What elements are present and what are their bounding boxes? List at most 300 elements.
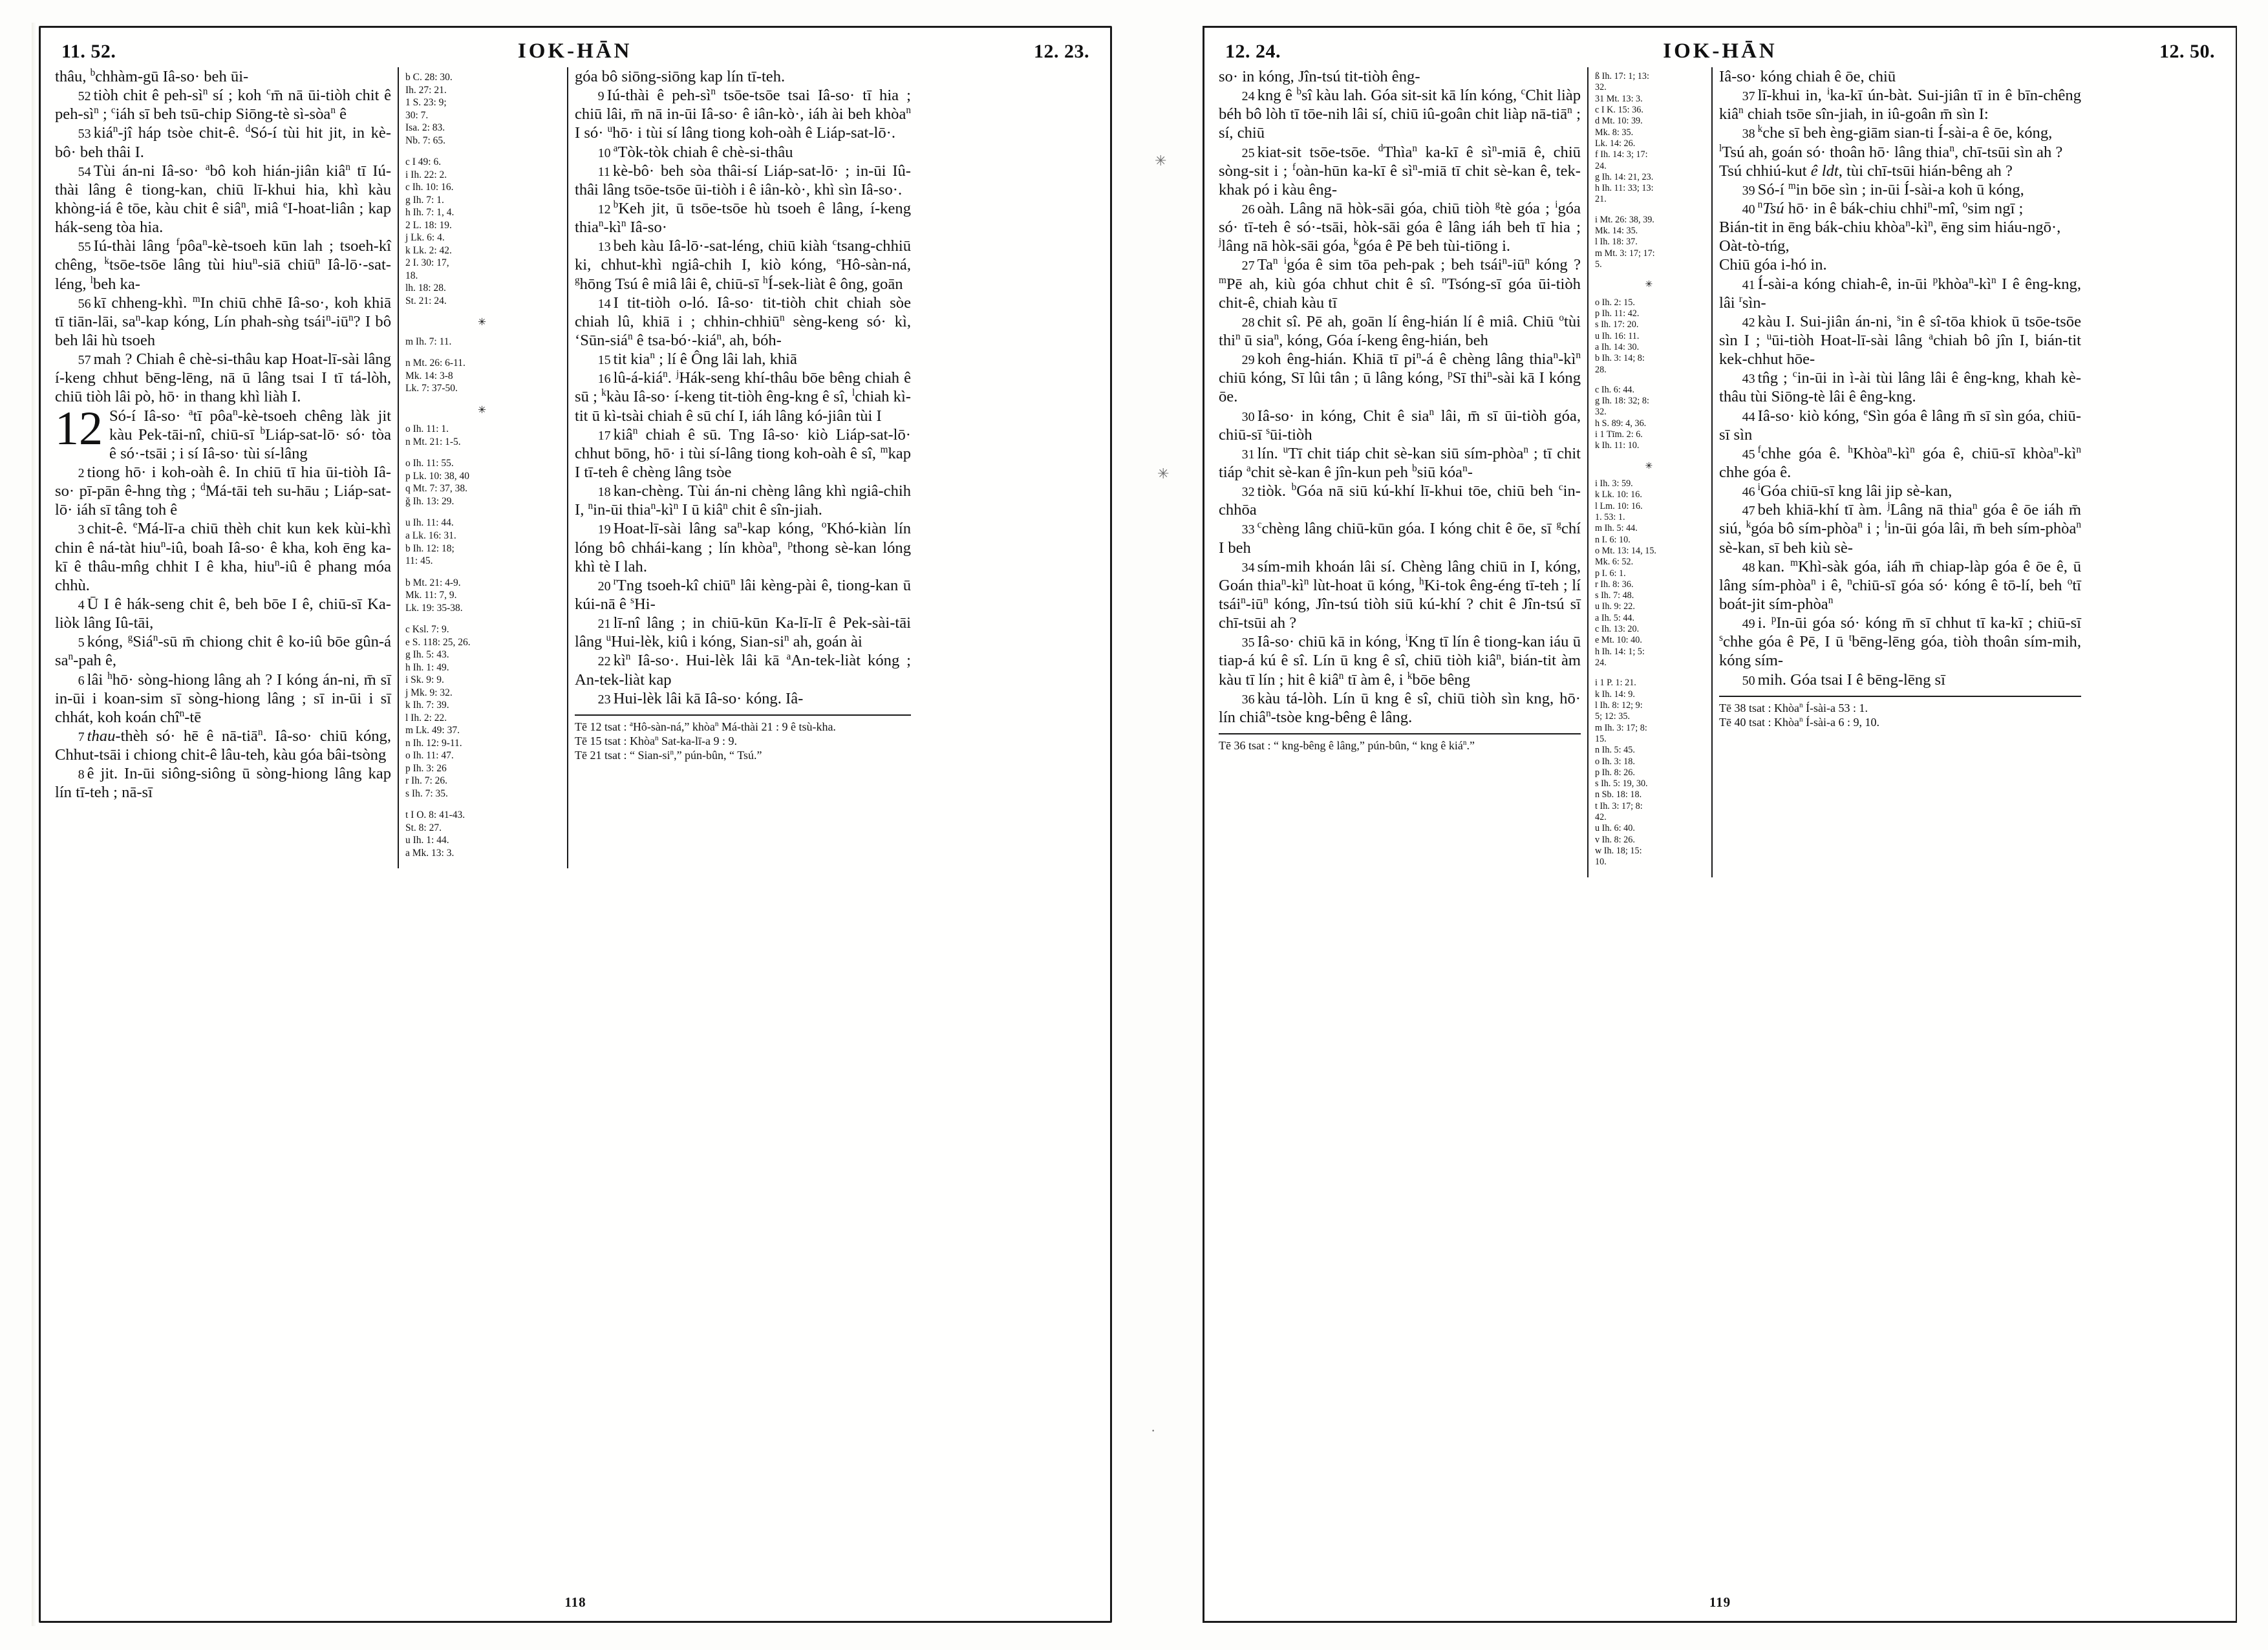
verse-number: 9 bbox=[597, 89, 604, 104]
verse bbox=[575, 689, 911, 708]
verse-text: $^r$Tng tsoeh-kî chiū$^n$ lâi kèng-pài ê, tiong-kan ū kúi-nā ê $^s$Hi- bbox=[575, 575, 911, 613]
verse bbox=[55, 162, 391, 237]
reference-line: Ih. 27: 21. bbox=[405, 84, 447, 96]
reference-group bbox=[1595, 215, 1705, 271]
reference-line: 42. bbox=[1595, 812, 1607, 823]
verse-text: mah ? Chiah ê chè-si-thâu kap Hoat-lī-sài lâng í-keng chhut bēng-lēng, nā ū lâng tsai I tī tá-lòh, chiū tiòh lâi pò, hō· in thang khì liàh I. bbox=[55, 350, 391, 406]
verse-text: Í-sài-a kóng chiah-ê, in-ūi $^pkhòa^n-kì^n$ I ê êng-kng, lâi $^r$sìn- bbox=[1719, 274, 2081, 312]
reference-line: 1. 53: 1. bbox=[1595, 511, 1625, 522]
reference-line: t Ih. 3: 17; 8: bbox=[1595, 800, 1643, 811]
reference-line: h Ih. 11: 33; 13: bbox=[1595, 183, 1654, 194]
verse bbox=[1219, 407, 1581, 444]
verse bbox=[55, 727, 391, 764]
verse-number: 10 bbox=[597, 145, 611, 160]
reference-line: Mk. 14: 35. bbox=[1595, 226, 1638, 237]
verse-text: tn̂g ; $^c$in-ūi in ì-ài tùi lâng lâi ê êng-kng, khah kè-thâu tùi Siōng-tè lâi ê êng-kng. bbox=[1719, 369, 2081, 406]
reference-line: Lk. 14: 26. bbox=[1595, 138, 1636, 149]
verse-number: 8 bbox=[78, 767, 85, 782]
reference-line: s Ih. 5: 19, 30. bbox=[1595, 778, 1648, 789]
reference-line: 30: 7. bbox=[405, 109, 429, 121]
reference-line: l Ih. 18: 37. bbox=[1595, 237, 1638, 248]
verse bbox=[55, 519, 391, 595]
verse bbox=[1719, 218, 2081, 237]
reference-line: Lk. 19: 35-38. bbox=[405, 602, 463, 614]
verse bbox=[575, 576, 911, 614]
reference-separator: ✳ bbox=[1645, 279, 1655, 290]
verse bbox=[1719, 500, 2081, 557]
reference-line: o Ih. 11: 55. bbox=[405, 458, 454, 469]
verse-text: oàh. Lâng nā hòk-sāi góa, chiū tiòh $^g$tè góa ; $^i$góa só· tī-teh ê só·-tsāi, hòk-sāi góa ê lâng iáh beh tī hia ; $^j$lâng nā hòk-sāi góa, $^k$góa ê Pē beh tùi-tiōng i. bbox=[1219, 198, 1581, 255]
reference-line: c Ksl. 7: 9. bbox=[405, 624, 449, 636]
verse bbox=[1219, 86, 1581, 142]
reference-line: 15. bbox=[1595, 733, 1607, 744]
reference-group bbox=[1595, 297, 1705, 376]
reference-line: 10. bbox=[1595, 857, 1607, 868]
verse bbox=[55, 670, 391, 727]
reference-line: i 1 Tīm. 2: 6. bbox=[1595, 429, 1643, 440]
verse bbox=[575, 614, 911, 651]
right-page bbox=[1203, 26, 2237, 1623]
verse-number: 42 bbox=[1742, 315, 1755, 330]
reference-line: m Ih. 5: 44. bbox=[1595, 523, 1638, 534]
reference-group bbox=[1595, 71, 1705, 206]
verse bbox=[575, 237, 911, 293]
verse-text: Iú-thài lâng $^f$pôa$^n$-kè-tsoeh kūn lah ; tsoeh-kî chêng, $^k$tsōe-tsōe lâng tùi hiu$^n$-siā chiū$^n$ Iâ-lō·-sat-léng, $^l$beh ka- bbox=[55, 237, 391, 293]
verse-number: 26 bbox=[1241, 202, 1255, 217]
reference-line: a Mk. 13: 3. bbox=[405, 847, 455, 859]
reference-line: l Ih. 8: 12; 9: bbox=[1595, 700, 1643, 711]
reference-group bbox=[405, 457, 561, 508]
reference-line: 18. bbox=[405, 270, 418, 281]
verse-text: kiá$^n$-jî háp tsòe chit-ê. $^d$Só-í tùi hit jit, in kè-bô· beh thâi I. bbox=[55, 123, 391, 161]
reference-line: p I. 6: 1. bbox=[1595, 568, 1626, 579]
footnote-line: Tē 38 tsat : Khòa$^n$ Í-sài-a 53 : 1. bbox=[1719, 701, 1868, 714]
verse-text: Tsú chhiú-kut ê ldt, tùi chī-tsūi hián-bêng ah ? bbox=[1719, 162, 2013, 180]
reference-line: a Lk. 16: 31. bbox=[405, 530, 456, 541]
reference-line: k Ih. 14: 9. bbox=[1595, 689, 1635, 700]
reference-line: i Sk. 9: 9. bbox=[405, 674, 444, 686]
left-column-2 bbox=[575, 67, 911, 868]
verse bbox=[575, 482, 911, 519]
verse-text: Tùi án-ni Iâ-so· $^a$bô koh hián-jiân kiâ$^n$ tī Iú-thài lâng ê tiong-kan, chiū lī-khui hia, khì kàu khòng-iá ê tōe, kàu chit ê siâ$^n$, miâ $^e$I-hoat-liân ; kap hák-seng tòa hia. bbox=[55, 161, 392, 237]
verse-text: thau-thèh só· hē ê nā-tiā$^n$. Iâ-so· chiū kóng, Chhut-tsāi i chiong chit-ê lâu-teh, kàu góa bâi-tsòng bbox=[55, 726, 391, 764]
verse bbox=[575, 143, 911, 162]
right-page-folio: 119 bbox=[1709, 1594, 1731, 1610]
verse bbox=[55, 764, 391, 802]
reference-line: k Ih. 11: 10. bbox=[1595, 440, 1640, 451]
verse bbox=[575, 425, 911, 482]
verse-number: 31 bbox=[1241, 447, 1255, 462]
verse-text: kóng, $^g$Siá$^n$-sū m̄ chiong chit ê ko-iû bōe gûn-á $sa^n$-pah ê, bbox=[55, 632, 391, 670]
reference-line: Isa. 2: 83. bbox=[405, 122, 445, 134]
verse bbox=[1719, 312, 2081, 369]
reference-line: 31 Mt. 13: 3. bbox=[1595, 93, 1643, 104]
verse-text: Só-í $^m$in bōe sìn ; in-ūi Í-sài-a koh ū kóng, bbox=[1757, 180, 2024, 198]
reference-line: g Ih. 18: 32; 8: bbox=[1595, 396, 1649, 407]
reference-line: g Ih. 7: 1. bbox=[405, 194, 444, 206]
reference-line: o Ih. 3: 18. bbox=[1595, 756, 1635, 767]
reference-line: n Ih. 5: 45. bbox=[1595, 745, 1635, 756]
verse-text: tiòh chit ê peh-$sì^n$ sí ; koh $^c$m̄ nā ūi-tiòh chit ê peh-$sì^n$ ; $^c$iáh sī beh tsū-chip Siōng-tè sì-sòa$^n$ ê bbox=[55, 85, 391, 123]
verse bbox=[1719, 123, 2081, 142]
verse bbox=[1219, 557, 1581, 633]
verse-number: 48 bbox=[1742, 560, 1755, 575]
verse-text: chit-ê. $^e$Má-lī-a chiū thèh chit kun kek kùi-khì chin ê ná-tàt hiu$^n$-iû, boah Iâ-so· ê kha, koh ēng ka-kī ê thâu-mn̂g chhit I ê kha, hiu$^n$-iû ê phang móa chhù. bbox=[55, 519, 391, 594]
reference-line: i Mt. 26: 38, 39. bbox=[1595, 214, 1654, 225]
reference-line: b Mt. 21: 4-9. bbox=[405, 577, 461, 588]
left-page-folio: 118 bbox=[564, 1594, 586, 1610]
reference-line: 32. bbox=[1595, 407, 1607, 418]
verse-text: $^n$Tsú hō· in ê bák-chiu chhi$^n$-mî, $^o$sim ngī ; bbox=[1757, 198, 2024, 217]
footnote-line: Tē 15 tsat : Khòa$^n$ Sat-ka-lī-a 9 : 9. bbox=[575, 734, 738, 748]
verse-text: $^i$Góa chiū-sī kng lâi jip sè-kan, bbox=[1757, 481, 1952, 500]
verse bbox=[575, 294, 911, 350]
verse-text: lû-á-kiá$^n$. $^j$Hák-seng khí-thâu bōe bêng chiah ê sū ; $^k$kàu Iâ-so· í-keng tit-tiòh êng-kng ê sî, $^l$chiah kì-tit ū kì-tsài chiah ê sū chí I, iáh lâng kó-jiân tùi I bbox=[575, 369, 911, 425]
verse-number: 17 bbox=[597, 428, 611, 443]
right-page-columns bbox=[1219, 67, 2221, 877]
reference-group bbox=[405, 71, 561, 147]
reference-line: g Ih. 5: 43. bbox=[405, 649, 449, 661]
reference-line: 24. bbox=[1595, 658, 1607, 668]
reference-separator: ✳ bbox=[478, 317, 488, 328]
reference-line: a Ih. 5: 44. bbox=[1595, 612, 1635, 623]
verse bbox=[1719, 670, 2081, 689]
verse bbox=[1719, 199, 2081, 218]
reference-line: p Ih. 8: 26. bbox=[1595, 767, 1635, 778]
reference-line: k Lk. 10: 16. bbox=[1595, 489, 1642, 500]
left-head-verse-start: 11. 52. bbox=[61, 41, 116, 62]
reference-line: c Ih. 10: 16. bbox=[405, 182, 454, 193]
verse-number: 15 bbox=[597, 353, 611, 368]
reference-line: m Lk. 49: 37. bbox=[405, 725, 460, 736]
right-column-2 bbox=[1719, 67, 2081, 877]
verse-text: tit kia$^n$ ; lí ê Ông lâi lah, khiā bbox=[613, 349, 797, 369]
verse-number: 5 bbox=[78, 636, 85, 650]
verse-number: 12 bbox=[597, 202, 611, 217]
reference-line: 5. bbox=[1595, 259, 1602, 270]
verse-text: so· in kóng, Jîn-tsú tit-tiòh êng- bbox=[1219, 68, 1420, 85]
verse-text: kiat-sit tsōe-tsōe. $^d$Thìa$^n$ ka-kī ê $sì^n$-miā ê, chiū sòng-sit i ; $^f$oàn-hūn ka-kī ê $sì^n$-miā tī chit sè-kan ê, tek-khak pó i kàu êng- bbox=[1219, 142, 1581, 198]
verse-number: 55 bbox=[78, 240, 91, 255]
verse-text: $^l$Tsú ah, goán só· thoân hō· lâng thia$^n$, chī-tsūi sìn ah ? bbox=[1719, 142, 2063, 161]
verse bbox=[575, 519, 911, 575]
verse bbox=[1719, 482, 2081, 500]
column-divider bbox=[1711, 67, 1713, 877]
verse-number: 49 bbox=[1742, 617, 1755, 632]
reference-line: u Ih. 1: 44. bbox=[405, 835, 449, 846]
verse-text: $^c$chèng lâng chiū-kūn góa. I kóng chit ê ōe, sī $^g$chí I beh bbox=[1219, 519, 1581, 557]
verse-text: kè-bô· beh sòa thâi-sí Liáp-sat-lō· ; in-ūi Iû-thâi lâng tsōe-tsōe ūi-tiòh i ê iân-kò·, khì sìn Iâ-so·. bbox=[575, 162, 911, 198]
reference-group bbox=[405, 517, 561, 567]
reference-line: h Ih. 1: 49. bbox=[405, 661, 449, 673]
reference-line: k Lk. 2: 42. bbox=[405, 244, 452, 256]
right-running-head bbox=[1219, 39, 2221, 67]
verse-text: lâi $^h$hō· sòng-hiong lâng ah ? I kóng án-ni, m̄ sī in-ūi i koan-sim sī sòng-hiong lâng ; sī in-ūi i sī chhát, koh koán chî$^n$-tē bbox=[55, 670, 392, 726]
reference-line: St. 8: 27. bbox=[405, 822, 442, 833]
verse-text: $^k$che sī beh èng-giām sian-ti Í-sài-a ê ōe, kóng, bbox=[1757, 123, 2053, 142]
verse-number: 40 bbox=[1742, 202, 1755, 217]
left-head-book-title: IOK-HĀN bbox=[517, 39, 632, 63]
verse-text: lī-nî lâng ; in chiū-kūn Ka-lī-lī ê Pek-sài-tāi lâng $^u$Hui-lèk, kiû i kóng, Sian-$si^n$ ah, goán ài bbox=[575, 614, 911, 651]
verse-text: góa bô siōng-siōng kap lín tī-teh. bbox=[575, 68, 786, 85]
verse-number: 3 bbox=[78, 522, 85, 537]
reference-line: c Ih. 6: 44. bbox=[1595, 384, 1635, 395]
verse-number: 33 bbox=[1241, 522, 1255, 537]
footnote-line: Tē 12 tsat : $^a$Hô-sàn-ná,” khòa$^n$ Má-thài 21 : 9 ê tsù-kha. bbox=[575, 720, 836, 733]
reference-line: 2 L. 18: 19. bbox=[405, 219, 452, 231]
reference-line: c I 49: 6. bbox=[405, 156, 442, 168]
reference-line: b C. 28: 30. bbox=[405, 72, 453, 83]
verse-text: Chiū góa i-hó in. bbox=[1719, 256, 1827, 274]
reference-line: o Mt. 13: 14, 15. bbox=[1595, 545, 1656, 556]
reference-line: lh. 18: 28. bbox=[405, 283, 446, 294]
reference-line: u Ih. 6: 40. bbox=[1595, 823, 1635, 834]
reference-group bbox=[405, 623, 561, 800]
column-divider bbox=[1587, 67, 1589, 877]
verse bbox=[575, 162, 911, 199]
right-column-1 bbox=[1219, 67, 1581, 877]
reference-line: h Ih. 14: 1; 5: bbox=[1595, 646, 1645, 657]
verse-number: 27 bbox=[1241, 259, 1255, 273]
verse-text: thâu, $^b$chhàm-gū Iâ-so· beh ūi- bbox=[55, 67, 249, 85]
reference-line: o Ih. 11: 47. bbox=[405, 750, 454, 762]
reference-line: m Ih. 7: 11. bbox=[405, 336, 452, 347]
scan-smudge-3: · bbox=[1151, 1422, 1156, 1439]
verse bbox=[575, 86, 911, 142]
footnote-line: Tē 21 tsat : “ Sian-$si^n$,” pún-bûn, “ Tsú.” bbox=[575, 749, 762, 762]
chapter-opening bbox=[55, 402, 392, 802]
verse bbox=[1719, 180, 2081, 199]
verse bbox=[1719, 275, 2081, 312]
reference-line: Mk. 14: 3-8 bbox=[405, 370, 453, 381]
reference-line: l Lm. 10: 16. bbox=[1595, 500, 1643, 511]
verse bbox=[55, 632, 391, 670]
verse-number: 6 bbox=[78, 673, 85, 688]
verse-text: Iâ-so· kiò kóng, $^e$Sìn góa ê lâng m̄ sī sìn góa, chiū-sī sìn bbox=[1719, 406, 2081, 444]
reference-line: d Mt. 10: 39. bbox=[1595, 116, 1643, 127]
verse bbox=[55, 294, 391, 350]
verse-number: 19 bbox=[597, 522, 611, 537]
verse-text: kàu I. Sui-jiân án-ni, $^s$in ê sî-tōa khiok ū tsōe-tsōe sìn I ; $^u$ūi-tiòh Hoat-lī-sài lâng $^a$chiah bô jîn I, bián-tit kek-chhut hōe- bbox=[1719, 312, 2082, 369]
reference-group bbox=[1595, 385, 1705, 452]
left-head-verse-end: 12. 23. bbox=[1033, 41, 1089, 62]
verse bbox=[1719, 67, 2081, 86]
verse-text: lín. $^u$Tī chit tiáp chit sè-kan siū sím-phòa$^n$ ; tī chit tiáp $^a$chit sè-kan ê jîn-kun peh $^b$siū kóa$^n$- bbox=[1219, 444, 1581, 481]
right-reference-column bbox=[1595, 67, 1705, 877]
verse-number: 47 bbox=[1742, 504, 1755, 519]
left-running-head bbox=[55, 39, 1096, 67]
reference-line: o Ih. 11: 1. bbox=[405, 423, 449, 435]
verse-text: mih. Góa tsai I ê bēng-lēng sī bbox=[1757, 670, 1945, 689]
scan-smudge-1: ✳ bbox=[1155, 153, 1167, 169]
verse-text: Hoat-lī-sài lâng $sa^n$-kap kóng, $^o$Khó-kiàn lín lóng bô chhái-kang ; lín khòa$^n$, $^p$thong sè-kan lóng khì tè I lah. bbox=[575, 519, 912, 575]
verse-text: Ta$^n$ $^i$góa ê sim tōa peh-pak ; beh $tsái^n-iū^n$ kóng ? $^m$Pē ah, kiù góa chhut chit ê sî. $^n$Tsóng-sī góa ūi-tiòh chit-ê, chiah kàu tī bbox=[1219, 255, 1581, 312]
reference-line: u Ih. 9: 22. bbox=[1595, 601, 1635, 612]
verse bbox=[55, 86, 391, 123]
reference-group bbox=[405, 156, 561, 307]
verse bbox=[1219, 350, 1581, 406]
verse bbox=[1719, 143, 2081, 162]
reference-line: n Ih. 12: 9-11. bbox=[405, 737, 462, 749]
verse-text: ê jit. In-ūi siông-siông ū sòng-hiong lâng kap lín tī-teh ; nā-sī bbox=[55, 765, 391, 802]
verse-text: beh kàu Iâ-lō·-sat-léng, chiū kiàh $^c$tsang-chhiū ki, chhut-khì ngiâ-chih I, kiò kóng, $^e$Hô-sàn-ná, $^g$hōng Tsú ê miâ lâi ê, chiū-sī $^h$Í-sek-liàt ê ông, goān bbox=[575, 237, 911, 293]
verse-number: 36 bbox=[1241, 692, 1255, 707]
verse-text: kan-chèng. Tùi án-ni chèng lâng khì ngiâ-chih I, $^n$in-ūi $thia^n-kì^n$ I ū kiâ$^n$ chit ê sîn-jiah. bbox=[575, 482, 911, 519]
reference-line: n Sb. 18: 18. bbox=[1595, 789, 1642, 800]
reference-line: t I O. 8: 41-43. bbox=[405, 809, 465, 821]
verse bbox=[1219, 689, 1581, 727]
verse bbox=[55, 463, 391, 519]
reference-line: m Mt. 3: 17; 17: bbox=[1595, 248, 1655, 259]
verse-text: Bián-tit in ēng bák-chiu $khòa^n-kì^n$, ēng sim hiáu-ngō·, bbox=[1719, 217, 2061, 237]
verse bbox=[1219, 444, 1581, 482]
verse-number: 24 bbox=[1241, 89, 1255, 104]
chapter-number: 12 bbox=[55, 402, 103, 455]
verse-text: Iâ-so· in kóng, Chit ê sia$^n$ lâi, m̄ sī ūi-tiòh góa, chiū-sī $^s$ūi-tiòh bbox=[1219, 406, 1581, 444]
verse-number: 21 bbox=[597, 617, 611, 632]
verse-text: i. $^p$In-ūi góa só· kóng m̄ sī chhut tī ka-kī ; chiū-sī $^s$chhe góa ê Pē, I ū $^t$bēng-lēng góa, tiòh thoân sím-mih, kóng sím- bbox=[1719, 613, 2081, 670]
verse bbox=[1219, 199, 1581, 255]
verse-text: $^b$Keh jit, ū tsōe-tsōe hù tsoeh ê lâng, í-keng $thia^n-kì^n$ Iâ-so· bbox=[575, 198, 911, 237]
scan-smudge-2: ✳ bbox=[1157, 466, 1170, 482]
verse-number: 32 bbox=[1241, 485, 1255, 500]
verse-number: 29 bbox=[1241, 353, 1255, 368]
verse-number: 44 bbox=[1742, 409, 1755, 424]
reference-line: u Ih. 11: 44. bbox=[405, 517, 454, 529]
reference-line: Lk. 7: 37-50. bbox=[405, 383, 458, 394]
reference-line: 11: 45. bbox=[405, 555, 433, 567]
footnote-line: Tē 36 tsat : “ kng-bêng ê lâng,” pún-bûn, “ kng ê kiá$^n$.” bbox=[1219, 738, 1475, 752]
footnote-block bbox=[575, 714, 911, 763]
verse bbox=[1719, 614, 2081, 670]
verse-text: Hui-lèk lâi kā Iâ-so· kóng. Iâ- bbox=[613, 689, 804, 707]
verse-text: Iâ-so· kóng chiah ê ōe, chiū bbox=[1719, 68, 1896, 85]
verse bbox=[575, 369, 911, 425]
verse-number: 20 bbox=[597, 579, 611, 594]
reference-line: j Mk. 9: 32. bbox=[405, 687, 453, 698]
reference-line: 1 S. 23: 9; bbox=[405, 97, 447, 109]
verse bbox=[1219, 519, 1581, 557]
reference-line: Mk. 8: 35. bbox=[1595, 127, 1634, 138]
verse-number: 53 bbox=[78, 127, 91, 142]
left-page-columns bbox=[55, 67, 1096, 868]
verse-text: Iú-thài ê peh-$sì^n$ tsōe-tsōe tsai Iâ-so· tī hia ; chiū lâi, m̄ nā in-ūi Iâ-so· ê iân-kò·, iáh ài beh khòa$^n$ I só· $^u$hō· i tùi sí lâng tiong koh-oàh ê Liáp-sat-lō·. bbox=[575, 85, 911, 142]
reference-line: s Ih. 17: 20. bbox=[1595, 319, 1639, 330]
verse-number: 16 bbox=[597, 372, 611, 387]
verse-number: 37 bbox=[1742, 89, 1755, 104]
verse bbox=[1219, 143, 1581, 199]
verse-number: 54 bbox=[78, 164, 91, 179]
verse bbox=[1719, 369, 2081, 406]
verse-number: 2 bbox=[78, 466, 85, 480]
verse bbox=[1719, 237, 2081, 255]
verse bbox=[1219, 67, 1581, 86]
reference-line: n Mt. 21: 1-5. bbox=[405, 436, 461, 447]
verse-number: 39 bbox=[1742, 183, 1755, 198]
verse-number: 57 bbox=[78, 353, 91, 368]
verse-number: 50 bbox=[1742, 673, 1755, 688]
verse-number: 22 bbox=[597, 654, 611, 669]
verse-text: Iâ-so· chiū kā in kóng, $^i$Kng tī lín ê tiong-kan iáu ū tiap-á kú ê sî. Lín ū kng ê sî, chiū tiòh kiâ$^n$, bián-tit àm kàu tī lín ; hit ê kiâ$^n$ tī àm ê, i $^k$bōe bêng bbox=[1219, 632, 1581, 689]
reference-group bbox=[405, 423, 561, 448]
verse-number: 25 bbox=[1241, 145, 1255, 160]
verse-text: chit sî. Pē ah, goān lí êng-hián lí ê miâ. Chiū $^o$tùi thi$^n$ ū sia$^n$, kóng, Góa í-keng êng-hián, beh bbox=[1219, 312, 1581, 349]
verse bbox=[1719, 444, 2081, 482]
reference-line: r Ih. 7: 26. bbox=[405, 775, 448, 787]
footnote-block bbox=[1219, 733, 1581, 753]
verse bbox=[575, 199, 911, 237]
reference-line: ǧ Ih. 13: 29. bbox=[405, 495, 455, 507]
verse-text: Só-í Iâ-so· $^a$tī pôa$^n$-kè-tsoeh chêng làk jit kàu Pek-tāi-nî, chiū-sī $^b$Liáp-sat-lō· só· tòa ê só·-tsāi ; i sí Iâ-so· tùi sí-lâng bbox=[109, 406, 391, 462]
verse bbox=[55, 123, 391, 161]
reference-line: 21. bbox=[1595, 194, 1607, 205]
verse bbox=[575, 67, 911, 86]
verse-text: kan. $^m$Khì-sàk góa, iáh m̄ chiap-làp góa ê ōe ê, ū lâng sím-phòa$^n$ i ê, $^n$chiū-sī góa só· kóng ê tō-lí, beh $^o$tī boát-jit sím-phòa$^n$ bbox=[1719, 557, 2081, 613]
footnote-line: Tē 40 tsat : Khòa$^n$ Í-sài-a 6 : 9, 10. bbox=[1719, 715, 1880, 729]
verse-number: 11 bbox=[597, 164, 610, 179]
reference-line: h Ih. 7: 1, 4. bbox=[405, 207, 455, 219]
column-divider bbox=[567, 67, 568, 868]
verse-text: Oàt-tò-tńg, bbox=[1719, 237, 1790, 255]
verse bbox=[1719, 86, 2081, 123]
reference-line: r Ih. 8: 36. bbox=[1595, 579, 1634, 590]
verse-text: tiong hō· i koh-oàh ê. In chiū tī hia ūi-tiòh Iâ-so· pī-pān ê-hng tǹg ; $^d$Má-tāi teh su-hāu ; Liáp-sat-lō· iáh sī tâng toh ê bbox=[55, 463, 391, 519]
left-page bbox=[39, 26, 1112, 1623]
verse-number: 18 bbox=[597, 485, 611, 500]
verse-number: 46 bbox=[1742, 485, 1755, 500]
verse bbox=[1219, 312, 1581, 350]
reference-line: f Ih. 14: 3; 17: bbox=[1595, 149, 1648, 160]
verse-number: 45 bbox=[1742, 447, 1755, 462]
reference-group bbox=[1595, 678, 1705, 868]
verse-text: kiâ$^n$ chiah ê sū. Tng Iâ-so· kiò Liáp-sat-lō· chhut bōng, hō· i tùi sí-lâng tiong koh-oàh ê sî, $^m$kap I tī-teh ê chèng lâng tsòe bbox=[575, 425, 911, 481]
reference-line: St. 21: 24. bbox=[405, 295, 447, 306]
reference-line: n Mt. 26: 6-11. bbox=[405, 358, 465, 369]
right-head-verse-end: 12. 50. bbox=[2159, 41, 2215, 62]
verse-text: $^a$Tòk-tòk chiah ê chè-si-thâu bbox=[613, 142, 793, 161]
verse-number: 35 bbox=[1241, 636, 1255, 650]
verse-number: 56 bbox=[78, 296, 91, 311]
reference-line: p Ih. 3: 26 bbox=[405, 762, 447, 774]
left-column-1 bbox=[55, 67, 391, 868]
reference-line: v Ih. 8: 26. bbox=[1595, 834, 1635, 845]
reference-line: l Ih. 2: 22. bbox=[405, 712, 447, 723]
verse-text: koh êng-hián. Khiā tī $pi^n-á$ ê chèng lâng $thia^n-kì^n$ chiū kóng, Sī lûi tân ; ū lâng kóng, $^p$Sī thi$^n$-sài kā I kóng ōe. bbox=[1219, 349, 1581, 406]
reference-line: q Mt. 7: 37, 38. bbox=[405, 483, 468, 495]
reference-line: p Ih. 11: 42. bbox=[1595, 308, 1640, 319]
verse bbox=[575, 651, 911, 689]
verse bbox=[55, 237, 391, 293]
reference-line: i Ih. 22: 2. bbox=[405, 169, 447, 180]
reference-line: Mk. 6: 52. bbox=[1595, 557, 1634, 568]
reference-line: e Mt. 10: 40. bbox=[1595, 635, 1642, 646]
reference-line: i Ih. 3: 59. bbox=[1595, 478, 1633, 489]
verse-text: tiòk. $^b$Góa nā siū kú-khí lī-khui tōe, chiū beh $^c$in-chhōa bbox=[1219, 481, 1581, 519]
reference-line: a Ih. 14: 30. bbox=[1595, 341, 1640, 352]
verse bbox=[575, 350, 911, 369]
verse-number: 38 bbox=[1742, 127, 1755, 142]
reference-line: e S. 118: 25, 26. bbox=[405, 636, 471, 648]
verse-text: beh khiā-khí tī àm. $^j$Lâng nā thia$^n$ góa ê ōe iáh m̄ siú, $^k$góa bô sím-phòa$^n$ i ; $^l$in-ūi góa lâi, m̄ beh sím-phòa$^n$ sè-kan, sī beh kiù sè- bbox=[1719, 500, 2081, 557]
verse-text: lī-khui in, $^i$ka-kī ún-bàt. Sui-jiân tī in ê bīn-chêng kiâ$^n$ chiah tsōe sîn-jiah, in iû-goân m̄ sìn I: bbox=[1719, 85, 2082, 123]
verse-number: 43 bbox=[1742, 372, 1755, 387]
verse bbox=[55, 67, 391, 86]
reference-line: 2 I. 30: 17, bbox=[405, 257, 449, 269]
reference-line: Nb. 7: 65. bbox=[405, 134, 445, 146]
verse-number: 13 bbox=[597, 240, 611, 255]
reference-line: o Ih. 2: 15. bbox=[1595, 297, 1635, 308]
verse-number: 7 bbox=[78, 729, 85, 744]
